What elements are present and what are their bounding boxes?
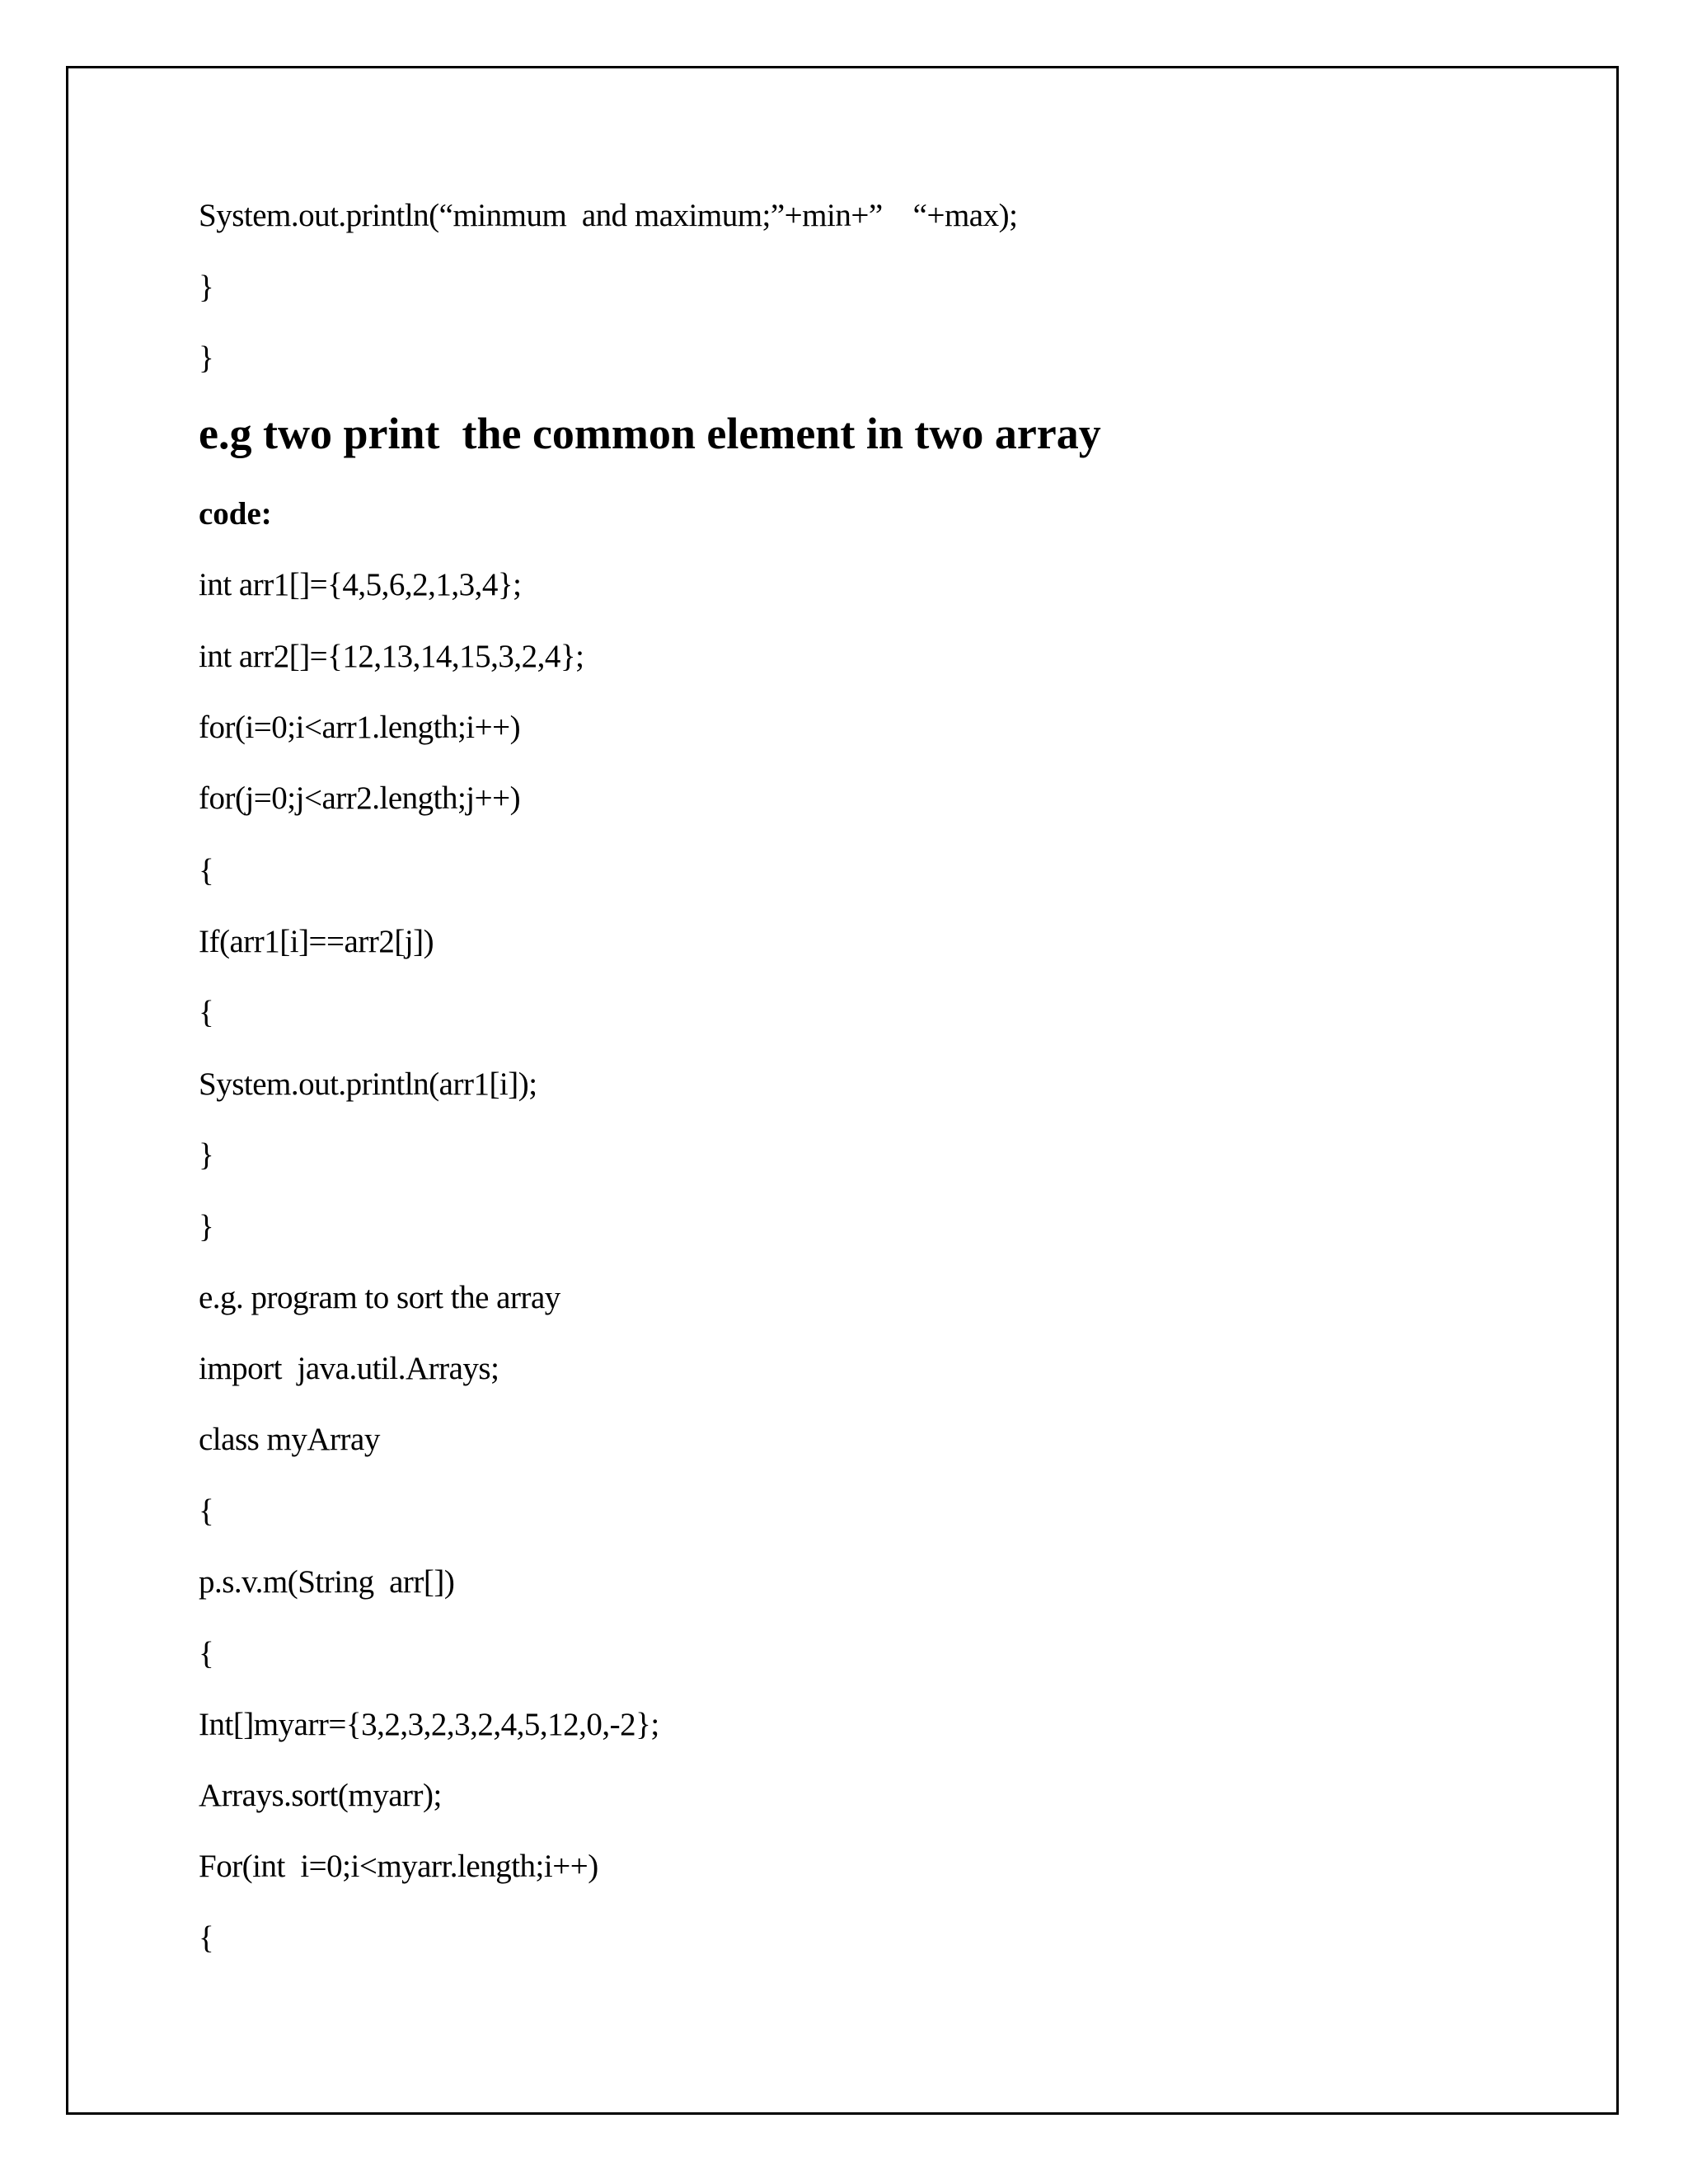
code-line-println-min-max: System.out.println(“minmum and maximum;”+min+” “+max); xyxy=(199,198,1018,233)
section-title-sort-array: e.g. program to sort the array xyxy=(199,1280,560,1315)
code-line-open-brace: { xyxy=(199,995,214,1030)
code-line-close-brace: } xyxy=(199,340,214,376)
code-line-println-arr1: System.out.println(arr1[i]); xyxy=(199,1066,537,1102)
code-line-outer-for-loop: for(i=0;i<arr1.length;i++) xyxy=(199,710,521,745)
code-line-arr1-declaration: int arr1[]={4,5,6,2,1,3,4}; xyxy=(199,567,522,602)
code-line-open-brace: { xyxy=(199,1493,214,1529)
code-line-close-brace: } xyxy=(199,1137,214,1173)
code-line-arrays-sort: Arrays.sort(myarr); xyxy=(199,1778,442,1813)
code-line-class-declaration: class myArray xyxy=(199,1422,380,1457)
code-line-open-brace: { xyxy=(199,1636,214,1671)
code-label: code: xyxy=(199,496,272,532)
code-line-open-brace: { xyxy=(199,1920,214,1956)
code-line-import: import java.util.Arrays; xyxy=(199,1351,499,1386)
code-line-myarr-declaration: Int[]myarr={3,2,3,2,3,2,4,5,12,0,-2}; xyxy=(199,1707,659,1742)
code-line-for-loop-myarr: For(int i=0;i<myarr.length;i++) xyxy=(199,1849,598,1884)
code-line-arr2-declaration: int arr2[]={12,13,14,15,3,2,4}; xyxy=(199,639,584,674)
code-line-close-brace: } xyxy=(199,269,214,305)
code-line-main-method: p.s.v.m(String arr[]) xyxy=(199,1564,455,1600)
code-line-if-condition: If(arr1[i]==arr2[j]) xyxy=(199,924,434,959)
code-line-inner-for-loop: for(j=0;j<arr2.length;j++) xyxy=(199,780,521,816)
code-line-open-brace: { xyxy=(199,853,214,888)
code-line-close-brace: } xyxy=(199,1209,214,1244)
section-heading-common-element: e.g two print the common element in two array xyxy=(199,409,1101,458)
